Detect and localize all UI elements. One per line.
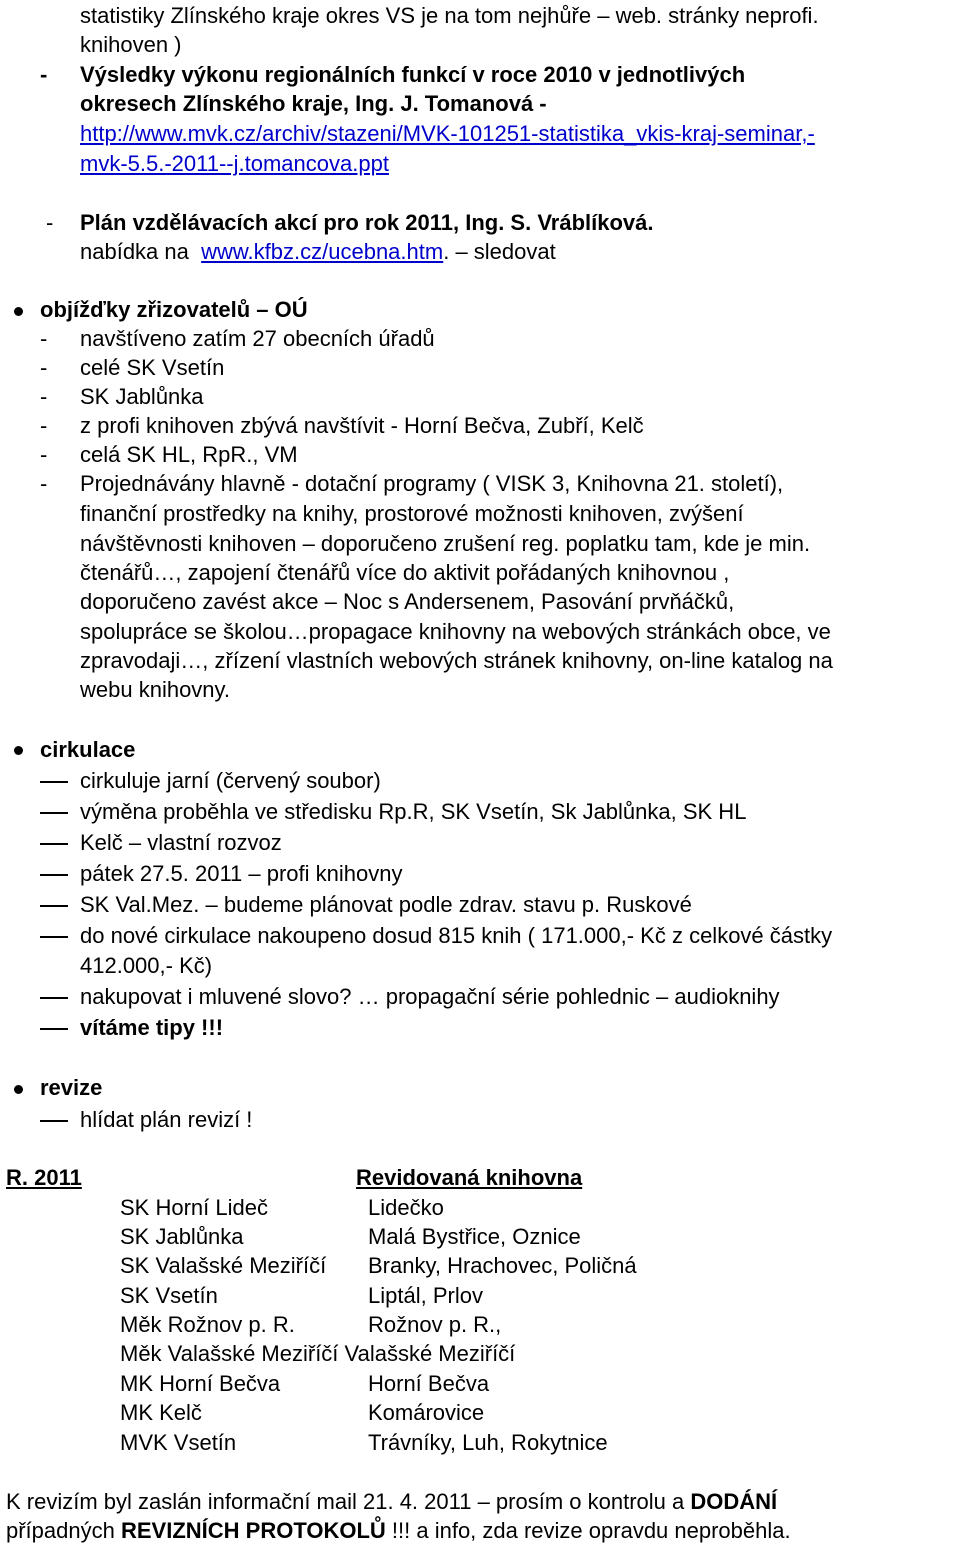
dash-icon	[40, 781, 68, 783]
table-cell: SK Valašské Meziříčí	[120, 1253, 327, 1278]
dash-icon	[40, 843, 68, 845]
text-line: knihoven )	[80, 32, 182, 57]
text-line: Plán vzdělávacích akcí pro rok 2011, Ing. S. Vráblíková.	[80, 210, 654, 235]
list-item-cont: finanční prostředky na knihy, prostorové možnosti knihoven, zvýšení	[80, 501, 744, 526]
list-marker: -	[40, 471, 48, 496]
dash-icon	[40, 1120, 68, 1122]
footer-text: případných	[6, 1518, 121, 1543]
text-line: statistiky Zlínského kraje okres VS je na tom nejhůře – web. stránky neprofi.	[80, 3, 819, 28]
table-cell: Branky, Hrachovec, Poličná	[368, 1253, 637, 1278]
footer-text: !!! a info, zda revize opravdu neproběhla.	[385, 1518, 791, 1543]
text-line: okresech Zlínského kraje, Ing. J. Tomanová -	[80, 91, 547, 116]
list-item: do nové cirkulace nakoupeno dosud 815 knih ( 171.000,- Kč z celkové částky	[80, 923, 833, 948]
list-item: Kelč – vlastní rozvoz	[80, 830, 282, 855]
table-cell: Malá Bystřice, Oznice	[368, 1224, 581, 1249]
list-item-cont: 412.000,- Kč)	[80, 953, 213, 978]
list-item: výměna proběhla ve středisku Rp.R, SK Vsetín, Sk Jablůnka, SK HL	[80, 799, 747, 824]
bullet-icon	[14, 746, 23, 755]
footer-text: K revizím byl zaslán informační mail 21. 4. 2011 – prosím o kontrolu a	[6, 1489, 691, 1514]
list-item: celé SK Vsetín	[80, 355, 225, 380]
dash-icon	[40, 1028, 68, 1030]
bullet-icon	[14, 307, 23, 316]
text-line	[80, 239, 556, 265]
table-cell: MK Kelč	[120, 1400, 202, 1425]
table-cell: Lidečko	[368, 1195, 444, 1220]
section-heading: cirkulace	[40, 737, 136, 762]
list-marker: -	[40, 413, 48, 438]
statistics-link[interactable]: http://www.mvk.cz/archiv/stazeni/MVK-101251-statistika_vkis-kraj-seminar,-	[80, 121, 815, 146]
table-cell-text: Měk Valašské Meziříčí	[120, 1341, 339, 1366]
table-header-library: Revidovaná knihovna	[356, 1165, 583, 1190]
table-cell: MK Horní Bečva	[120, 1371, 281, 1396]
table-cell-text: Valašské Meziříčí	[344, 1341, 516, 1366]
list-item: Projednávány hlavně - dotační programy ( VISK 3, Knihovna 21. století),	[80, 471, 784, 496]
list-item: vítáme tipy !!!	[80, 1015, 224, 1040]
list-marker: -	[40, 442, 48, 467]
footer-emphasis: DODÁNÍ	[690, 1489, 778, 1514]
list-item: SK Val.Mez. – budeme plánovat podle zdrav. stavu p. Ruskové	[80, 892, 692, 917]
list-item: nakupovat i mluvené slovo? … propagační série pohlednic – audioknihy	[80, 984, 780, 1009]
list-marker: -	[40, 326, 48, 351]
list-item-cont: návštěvnosti knihoven – doporučeno zrušení reg. poplatku tam, kde je min.	[80, 531, 811, 556]
list-item: navštíveno zatím 27 obecních úřadů	[80, 326, 435, 351]
list-marker: -	[46, 210, 54, 235]
list-marker: -	[40, 384, 48, 409]
footer-line	[6, 1518, 791, 1544]
table-cell: Liptál, Prlov	[368, 1283, 483, 1308]
section-heading: objížďky zřizovatelů – OÚ	[40, 297, 308, 322]
table-cell: MVK Vsetín	[120, 1430, 237, 1455]
list-item: cirkuluje jarní (červený soubor)	[80, 768, 381, 793]
list-item: hlídat plán revizí !	[80, 1107, 253, 1132]
dash-icon	[40, 905, 68, 907]
statistics-link-cont[interactable]: mvk-5.5.-2011--j.tomancova.ppt	[80, 151, 389, 176]
footer-line	[6, 1489, 777, 1515]
bullet-icon	[14, 1085, 23, 1094]
ucebna-link[interactable]: www.kfbz.cz/ucebna.htm	[201, 239, 444, 264]
text-fragment: . – sledovat	[443, 239, 556, 264]
table-cell: SK Vsetín	[120, 1283, 218, 1308]
table-cell: Komárovice	[368, 1400, 485, 1425]
table-cell: Horní Bečva	[368, 1371, 490, 1396]
text-fragment: nabídka na	[80, 239, 189, 264]
list-item: z profi knihoven zbývá navštívit - Horní Bečva, Zubří, Kelč	[80, 413, 644, 438]
footer-emphasis: REVIZNÍCH PROTOKOLŮ	[120, 1518, 386, 1543]
list-item-cont: čtenářů…, zapojení čtenářů více do aktivit pořádaných knihovnou ,	[80, 560, 730, 585]
list-marker: -	[40, 355, 48, 380]
list-item-cont: spolupráce se školou…propagace knihovny na webových stránkách obce, ve	[80, 619, 831, 644]
list-item-cont: webu knihovny.	[80, 677, 231, 702]
table-cell: SK Horní Lideč	[120, 1195, 268, 1220]
table-cell	[120, 1341, 515, 1367]
dash-icon	[40, 874, 68, 876]
text-line: Výsledky výkonu regionálních funkcí v roce 2010 v jednotlivých	[80, 62, 746, 87]
list-item: celá SK HL, RpR., VM	[80, 442, 298, 467]
table-header-year: R. 2011	[6, 1165, 82, 1190]
list-item: pátek 27.5. 2011 – profi knihovny	[80, 861, 403, 886]
dash-icon	[40, 936, 68, 938]
list-item-cont: zpravodaji…, zřízení vlastních webových stránek knihovny, on-line katalog na	[80, 648, 833, 673]
dash-icon	[40, 812, 68, 814]
list-marker: -	[40, 62, 48, 87]
list-item: SK Jablůnka	[80, 384, 204, 409]
dash-icon	[40, 997, 68, 999]
table-cell: SK Jablůnka	[120, 1224, 244, 1249]
section-heading: revize	[40, 1075, 103, 1100]
list-item-cont: doporučeno zavést akce – Noc s Andersenem, Pasování prvňáčků,	[80, 589, 735, 614]
table-cell: Rožnov p. R.,	[368, 1312, 502, 1337]
table-cell: Měk Rožnov p. R.	[120, 1312, 295, 1337]
table-cell: Trávníky, Luh, Rokytnice	[368, 1430, 608, 1455]
